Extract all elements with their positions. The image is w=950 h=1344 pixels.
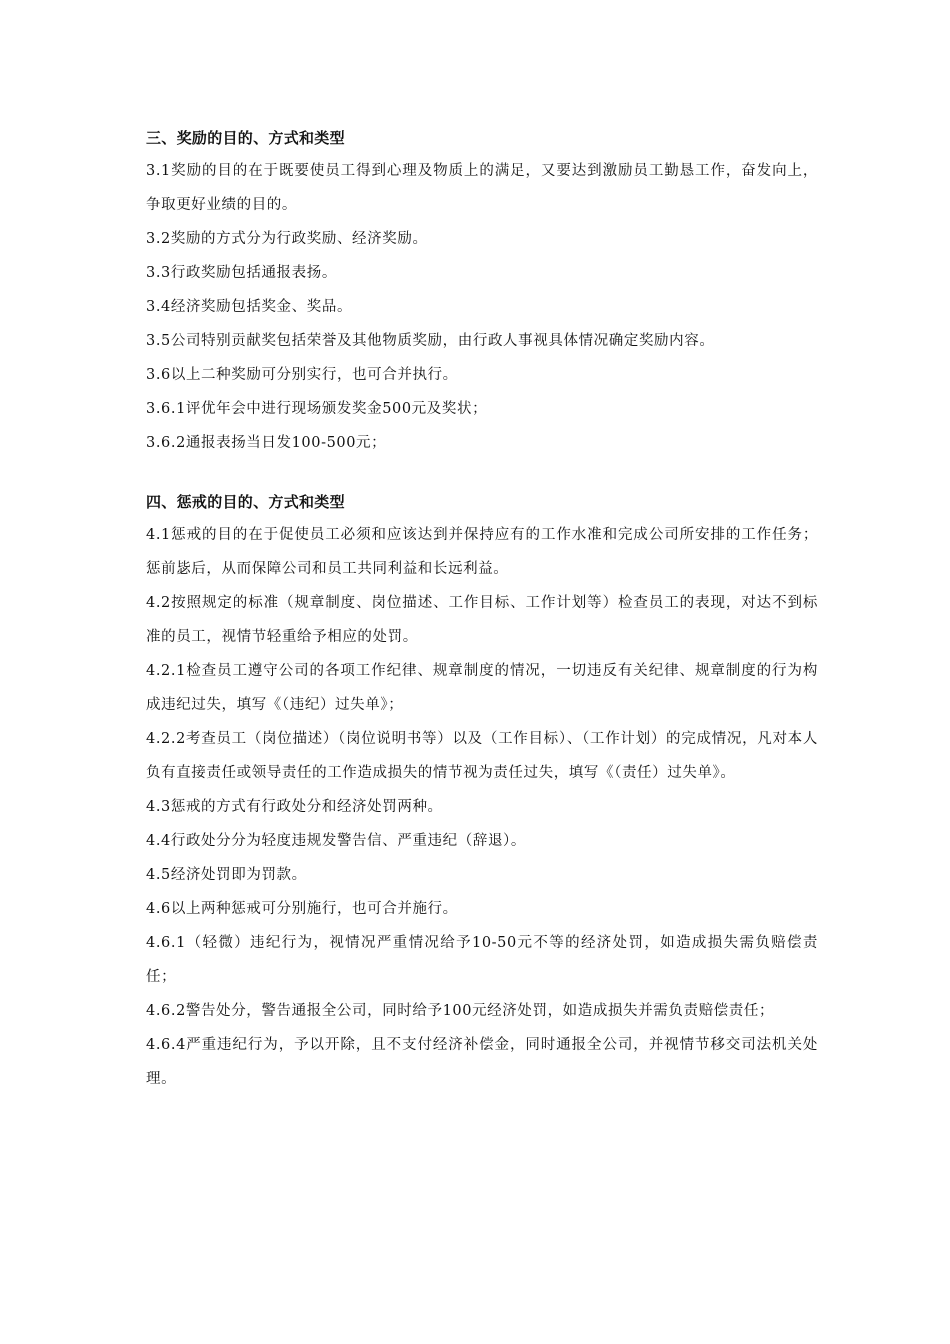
paragraph-3-5: 3.5公司特别贡献奖包括荣誉及其他物质奖励，由行政人事视具体情况确定奖励内容。 (146, 333, 715, 349)
paragraph-4-2: 4.2按照规定的标准（规章制度、岗位描述、工作目标、工作计划等）检查员工的表现，对达不到标准的员工，视情节轻重给予相应的处罚。 (146, 595, 818, 645)
paragraph-4-6: 4.6以上两种惩戒可分别施行，也可合并施行。 (146, 901, 458, 917)
document-page (146, 126, 818, 1096)
section-penalties (146, 490, 818, 1096)
paragraph-3-3: 3.3行政奖励包括通报表扬。 (146, 265, 337, 281)
paragraph-4-2-2: 4.2.2考查员工（岗位描述）（岗位说明书等）以及（工作目标）、（工作计划）的完成情况，凡对本人负有直接责任或领导责任的工作造成损失的情节视为责任过失，填写《（责任）过失单》。 (146, 731, 818, 781)
paragraph-4-6-1: 4.6.1（轻微）违纪行为，视情况严重情况给予10-50元不等的经济处罚，如造成损失需负赔偿责任； (146, 935, 818, 985)
paragraph-3-2: 3.2奖励的方式分为行政奖励、经济奖励。 (146, 231, 428, 247)
section-heading: 三、奖励的目的、方式和类型 (146, 129, 345, 147)
paragraph-4-5: 4.5经济处罚即为罚款。 (146, 867, 307, 883)
paragraph-3-6-2: 3.6.2通报表扬当日发100-500元； (146, 435, 387, 451)
section-rewards (146, 126, 818, 460)
paragraph-4-6-2: 4.6.2警告处分，警告通报全公司，同时给予100元经济处罚，如造成损失并需负责赔偿责任； (146, 1003, 775, 1019)
paragraph-4-3: 4.3惩戒的方式有行政处分和经济处罚两种。 (146, 799, 443, 815)
paragraph-3-1: 3.1奖励的目的在于既要使员工得到心理及物质上的满足，又要达到激励员工勤恳工作，奋发向上，争取更好业绩的目的。 (146, 163, 818, 213)
section-heading: 四、惩戒的目的、方式和类型 (146, 493, 345, 511)
paragraph-4-1: 4.1惩戒的目的在于促使员工必须和应该达到并保持应有的工作水准和完成公司所安排的工作任务；惩前毖后，从而保障公司和员工共同利益和长远利益。 (146, 527, 818, 577)
paragraph-4-4: 4.4行政处分分为轻度违规发警告信、严重违纪（辞退）。 (146, 833, 527, 849)
paragraph-4-2-1: 4.2.1检查员工遵守公司的各项工作纪律、规章制度的情况，一切违反有关纪律、规章制度的行为构成违纪过失，填写《（违纪）过失单》； (146, 663, 818, 713)
paragraph-3-6-1: 3.6.1评优年会中进行现场颁发奖金500元及奖状； (146, 401, 488, 417)
paragraph-3-6: 3.6以上二种奖励可分别实行，也可合并执行。 (146, 367, 458, 383)
paragraph-4-6-4: 4.6.4严重违纪行为，予以开除，且不支付经济补偿金，同时通报全公司，并视情节移交司法机关处理。 (146, 1037, 818, 1087)
paragraph-3-4: 3.4经济奖励包括奖金、奖品。 (146, 299, 353, 315)
